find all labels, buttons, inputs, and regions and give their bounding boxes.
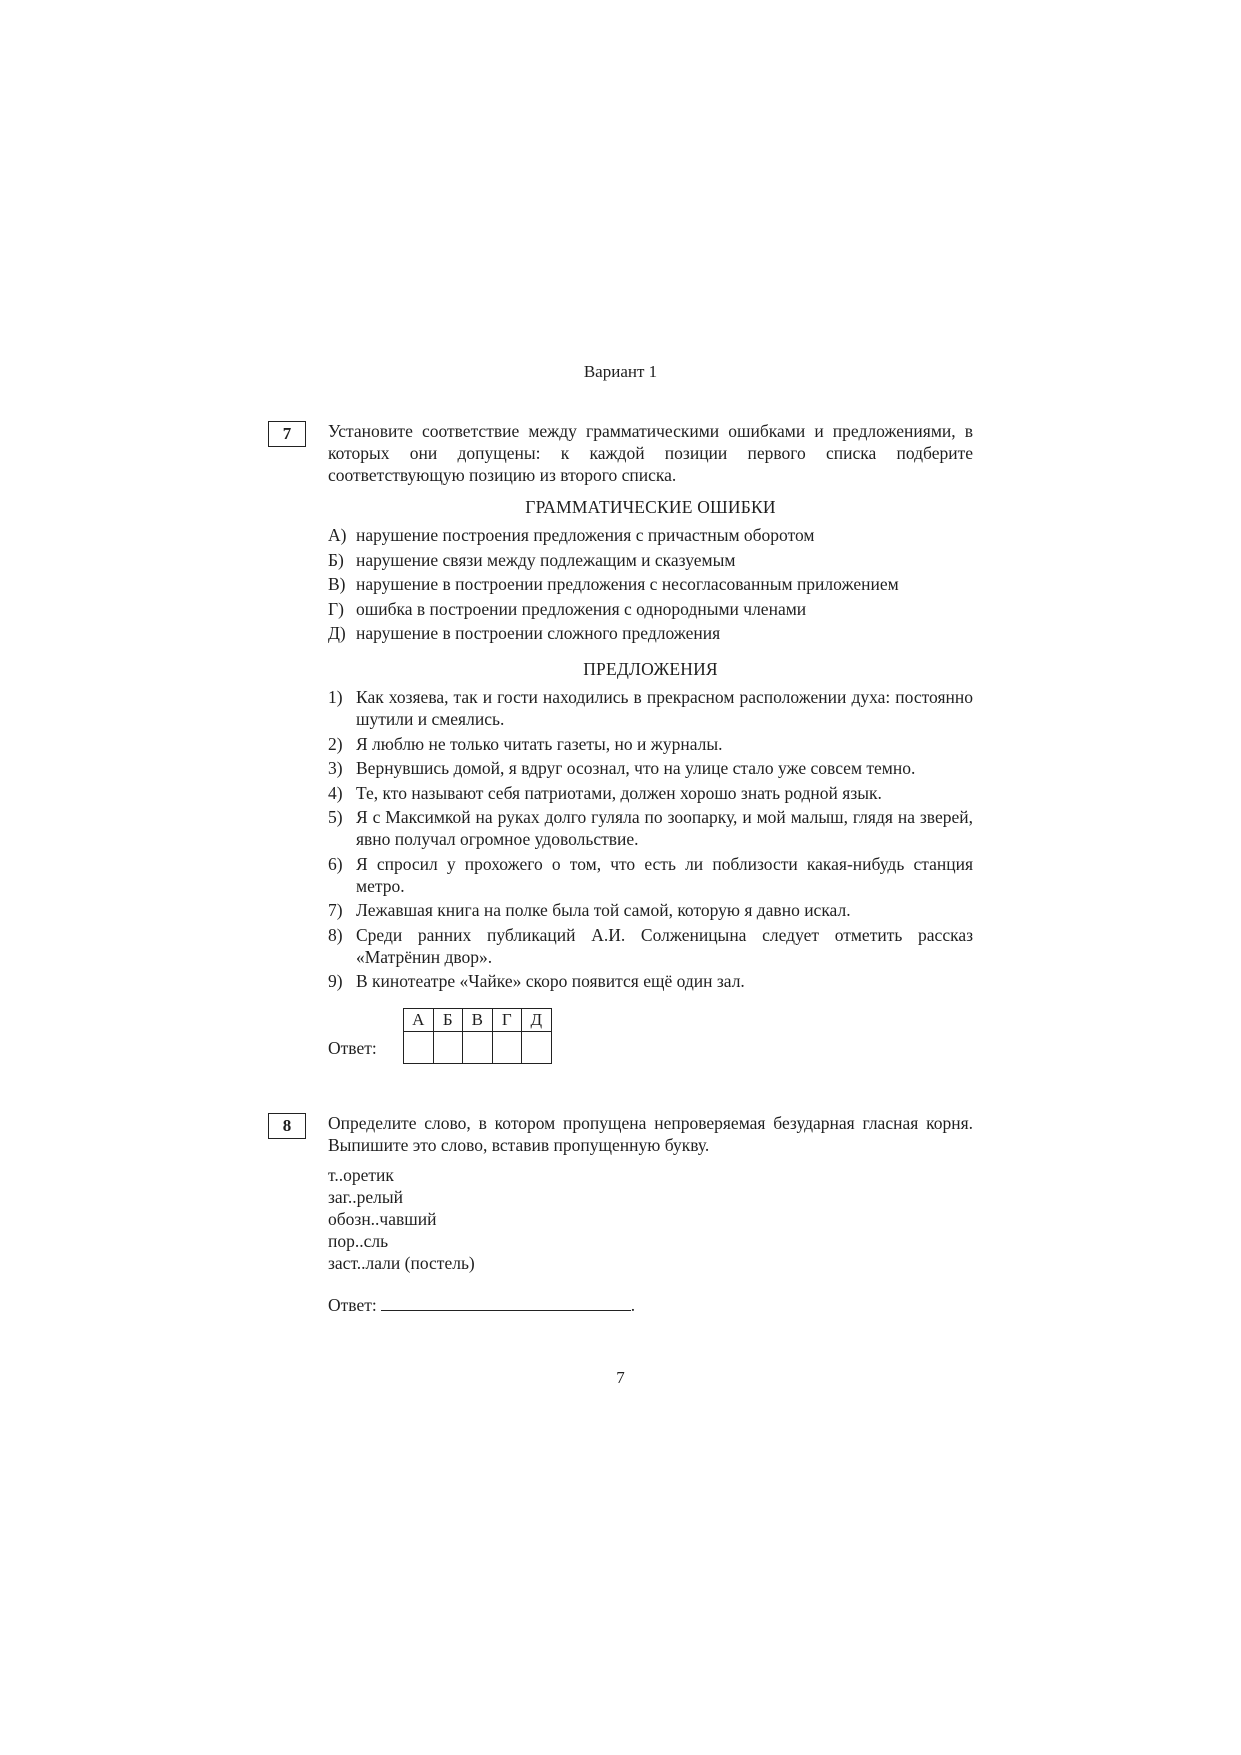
answer-header-cell: Г xyxy=(492,1009,522,1032)
list-item xyxy=(328,899,973,921)
answer-line xyxy=(328,1294,973,1316)
answer-label: Ответ: xyxy=(328,1038,377,1058)
item-text: нарушение связи между подлежащим и сказуемым xyxy=(356,549,736,570)
item-label: Б) xyxy=(328,549,344,570)
item-text: нарушение в построении сложного предложения xyxy=(356,623,721,643)
answer-label: Ответ: xyxy=(328,1295,377,1315)
answer-end: . xyxy=(630,1295,636,1315)
item-label: Д) xyxy=(328,623,346,643)
item-label: Г) xyxy=(328,598,344,619)
item-text: Те, кто называют себя патриотами, должен хорошо знать родной язык. xyxy=(356,782,882,803)
errors-list xyxy=(328,524,973,644)
item-text: Лежавшая книга на полке была той самой, которую я давно искал. xyxy=(356,900,851,920)
list-item xyxy=(328,622,973,644)
item-label: 7) xyxy=(328,900,343,920)
word-item: т..оретик xyxy=(328,1165,394,1185)
task-instruction: Определите слово, в котором пропущена непроверяемая безударная гласная корня. Выпишите это слово, вставив пропущенную букву. xyxy=(328,1113,973,1155)
answer-cell[interactable] xyxy=(404,1032,434,1064)
item-text: нарушение в построении предложения с несогласованным приложением xyxy=(356,574,899,594)
item-label: 6) xyxy=(328,853,343,874)
item-text: Среди ранних публикаций А.И. Солженицына следует отметить рассказ «Матрёнин двор». xyxy=(356,924,973,967)
page-header: Вариант 1 xyxy=(583,362,658,381)
list-item xyxy=(328,853,973,897)
word-item: заг..релый xyxy=(328,1187,404,1207)
item-text: Я спросил у прохожего о том, что есть ли поблизости какая-нибудь станция метро. xyxy=(356,853,973,896)
sentences-list xyxy=(328,686,973,992)
answer-cell[interactable] xyxy=(492,1032,522,1064)
list-item xyxy=(328,686,973,730)
item-label: 2) xyxy=(328,733,343,754)
item-text: нарушение построения предложения с причастным оборотом xyxy=(356,525,815,545)
list-item xyxy=(328,924,973,968)
list-item xyxy=(328,782,973,804)
list-item xyxy=(328,549,973,571)
answer-header-cell: Д xyxy=(522,1009,552,1032)
word-item: заст..лали (постель) xyxy=(328,1253,475,1273)
item-text: ошибка в построении предложения с однородными членами xyxy=(356,598,807,619)
page-number: 7 xyxy=(616,1368,625,1387)
task-number-box: 8 xyxy=(268,1113,306,1139)
item-text: Вернувшись домой, я вдруг осознал, что на улице стало уже совсем темно. xyxy=(356,758,916,778)
answer-cell[interactable] xyxy=(433,1032,463,1064)
answer-header-cell: А xyxy=(404,1009,434,1032)
item-label: 9) xyxy=(328,971,343,991)
task-number-box: 7 xyxy=(268,421,306,447)
words-list xyxy=(328,1164,973,1274)
list-item xyxy=(328,970,973,992)
item-text: Как хозяева, так и гости находились в прекрасном расположении духа: постоянно шутили и смеялись. xyxy=(356,687,973,729)
item-text: Я люблю не только читать газеты, но и журналы. xyxy=(356,733,723,754)
word-item: пор..сль xyxy=(328,1231,389,1251)
item-label: 4) xyxy=(328,782,343,803)
list-item xyxy=(328,598,973,620)
item-label: 3) xyxy=(328,758,343,778)
item-label: В) xyxy=(328,574,346,594)
item-label: 5) xyxy=(328,807,343,827)
word-item: обозн..чавший xyxy=(328,1209,437,1229)
task-instruction: Установите соответствие между грамматическими ошибками и предложениями, в которых они допущены: к каждой позиции первого списка подберите соответствующую позицию из второго списка. xyxy=(328,421,973,485)
sentences-title: ПРЕДЛОЖЕНИЯ xyxy=(583,659,718,679)
item-label: А) xyxy=(328,525,347,545)
item-label: 1) xyxy=(328,687,343,707)
list-item xyxy=(328,733,973,755)
answer-header-cell: Б xyxy=(433,1009,463,1032)
list-item xyxy=(328,757,973,779)
list-item xyxy=(328,573,973,595)
answer-input[interactable] xyxy=(381,1294,631,1311)
item-text: Я с Максимкой на руках долго гуляла по зоопарку, и мой малыш, глядя на зверей, явно получал огромное удовольствие. xyxy=(356,807,973,849)
errors-title: ГРАММАТИЧЕСКИЕ ОШИБКИ xyxy=(525,497,776,517)
list-item xyxy=(328,806,973,850)
answer-block xyxy=(328,1008,973,1070)
answer-header-cell: В xyxy=(463,1009,493,1032)
list-item xyxy=(328,524,973,546)
answer-cell[interactable] xyxy=(463,1032,493,1064)
answer-table xyxy=(403,1008,552,1064)
item-text: В кинотеатре «Чайке» скоро появится ещё один зал. xyxy=(356,971,745,991)
answer-cell[interactable] xyxy=(522,1032,552,1064)
item-label: 8) xyxy=(328,924,343,945)
